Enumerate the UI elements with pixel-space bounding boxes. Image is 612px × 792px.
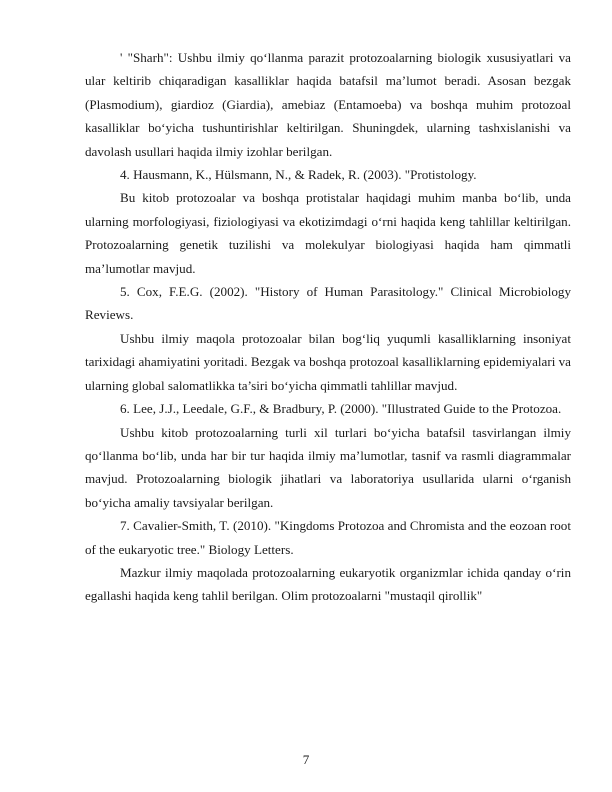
reference-4-hausmann: 4. Hausmann, K., Hülsmann, N., & Radek, R. (2003). "Protistology. (120, 167, 477, 183)
reference-5-cox: 5. Cox, F.E.G. (2002). "History of Human Parasitology." Clinical Microbiology Reviews. (85, 284, 571, 323)
paragraph-reference-5-summary: Ushbu ilmiy maqola protozoalar bilan bog‘liq yuqumli kasalliklarning insoniyat tarixidagi ahamiyatini yoritadi. Bezgak va boshqa protozoal kasalliklarning epidemiyalari va ularning global salomatlikka ta’siri bo‘yicha qimmatli tahlillar mavjud. (85, 330, 571, 393)
reference-6-lee: 6. Lee, J.J., Leedale, G.F., & Bradbury, P. (2000). "Illustrated Guide to the Protozoa. (120, 401, 562, 417)
paragraph-sharh-annotation: ' "Sharh": Ushbu ilmiy qo‘llanma parazit protozoalarning biologik xususiyatlari va ular keltirib chiqaradigan kasalliklar haqida batafsil ma’lumot beradi. Asosan bezgak (Plasmodium), giardioz (Giardia), amebiaz (Entamoeba) va boshqa muhim protozoal kasalliklar bo‘yicha tushuntirishlar keltirilgan. Shuningdek, ularning tashxislanishi va davolash usullari haqida ilmiy izohlar berilgan. (85, 50, 571, 159)
reference-7-cavalier-smith: 7. Cavalier-Smith, T. (2010). "Kingdoms Protozoa and Chromista and the eozoan root of the eukaryotic tree." Biology Letters. (85, 518, 571, 557)
paragraph-reference-6-summary: Ushbu kitob protozoalarning turli xil turlari bo‘yicha batafsil tasvirlangan ilmiy qo‘llanma bo‘lib, unda har bir tur haqida ilmiy ma’lumotlar, tasnif va rasmli diagrammalar mavjud. Protozoalarning biologik jihatlari va laboratoriya usullarida ularni o‘rganish bo‘yicha amaliy tavsiyalar berilgan. (85, 424, 571, 510)
paragraph-reference-7-summary: Mazkur ilmiy maqolada protozoalarning eukaryotik organizmlar ichida qanday o‘rin egallashi haqida keng tahlil berilgan. Olim protozoalarni "mustaqil qirollik" (85, 564, 571, 604)
document-body (85, 46, 571, 608)
page-number: 7 (302, 752, 310, 767)
paragraph-reference-4-summary: Bu kitob protozoalar va boshqa protistalar haqidagi muhim manba bo‘lib, unda ularning morfologiyasi, fiziologiyasi va ekotizimdagi o‘rni haqida keng tahlillar keltirilgan. Protozoalarning genetik tuzilishi va molekulyar biologiyasi haqida ham qimmatli ma’lumotlar mavjud. (85, 190, 571, 276)
